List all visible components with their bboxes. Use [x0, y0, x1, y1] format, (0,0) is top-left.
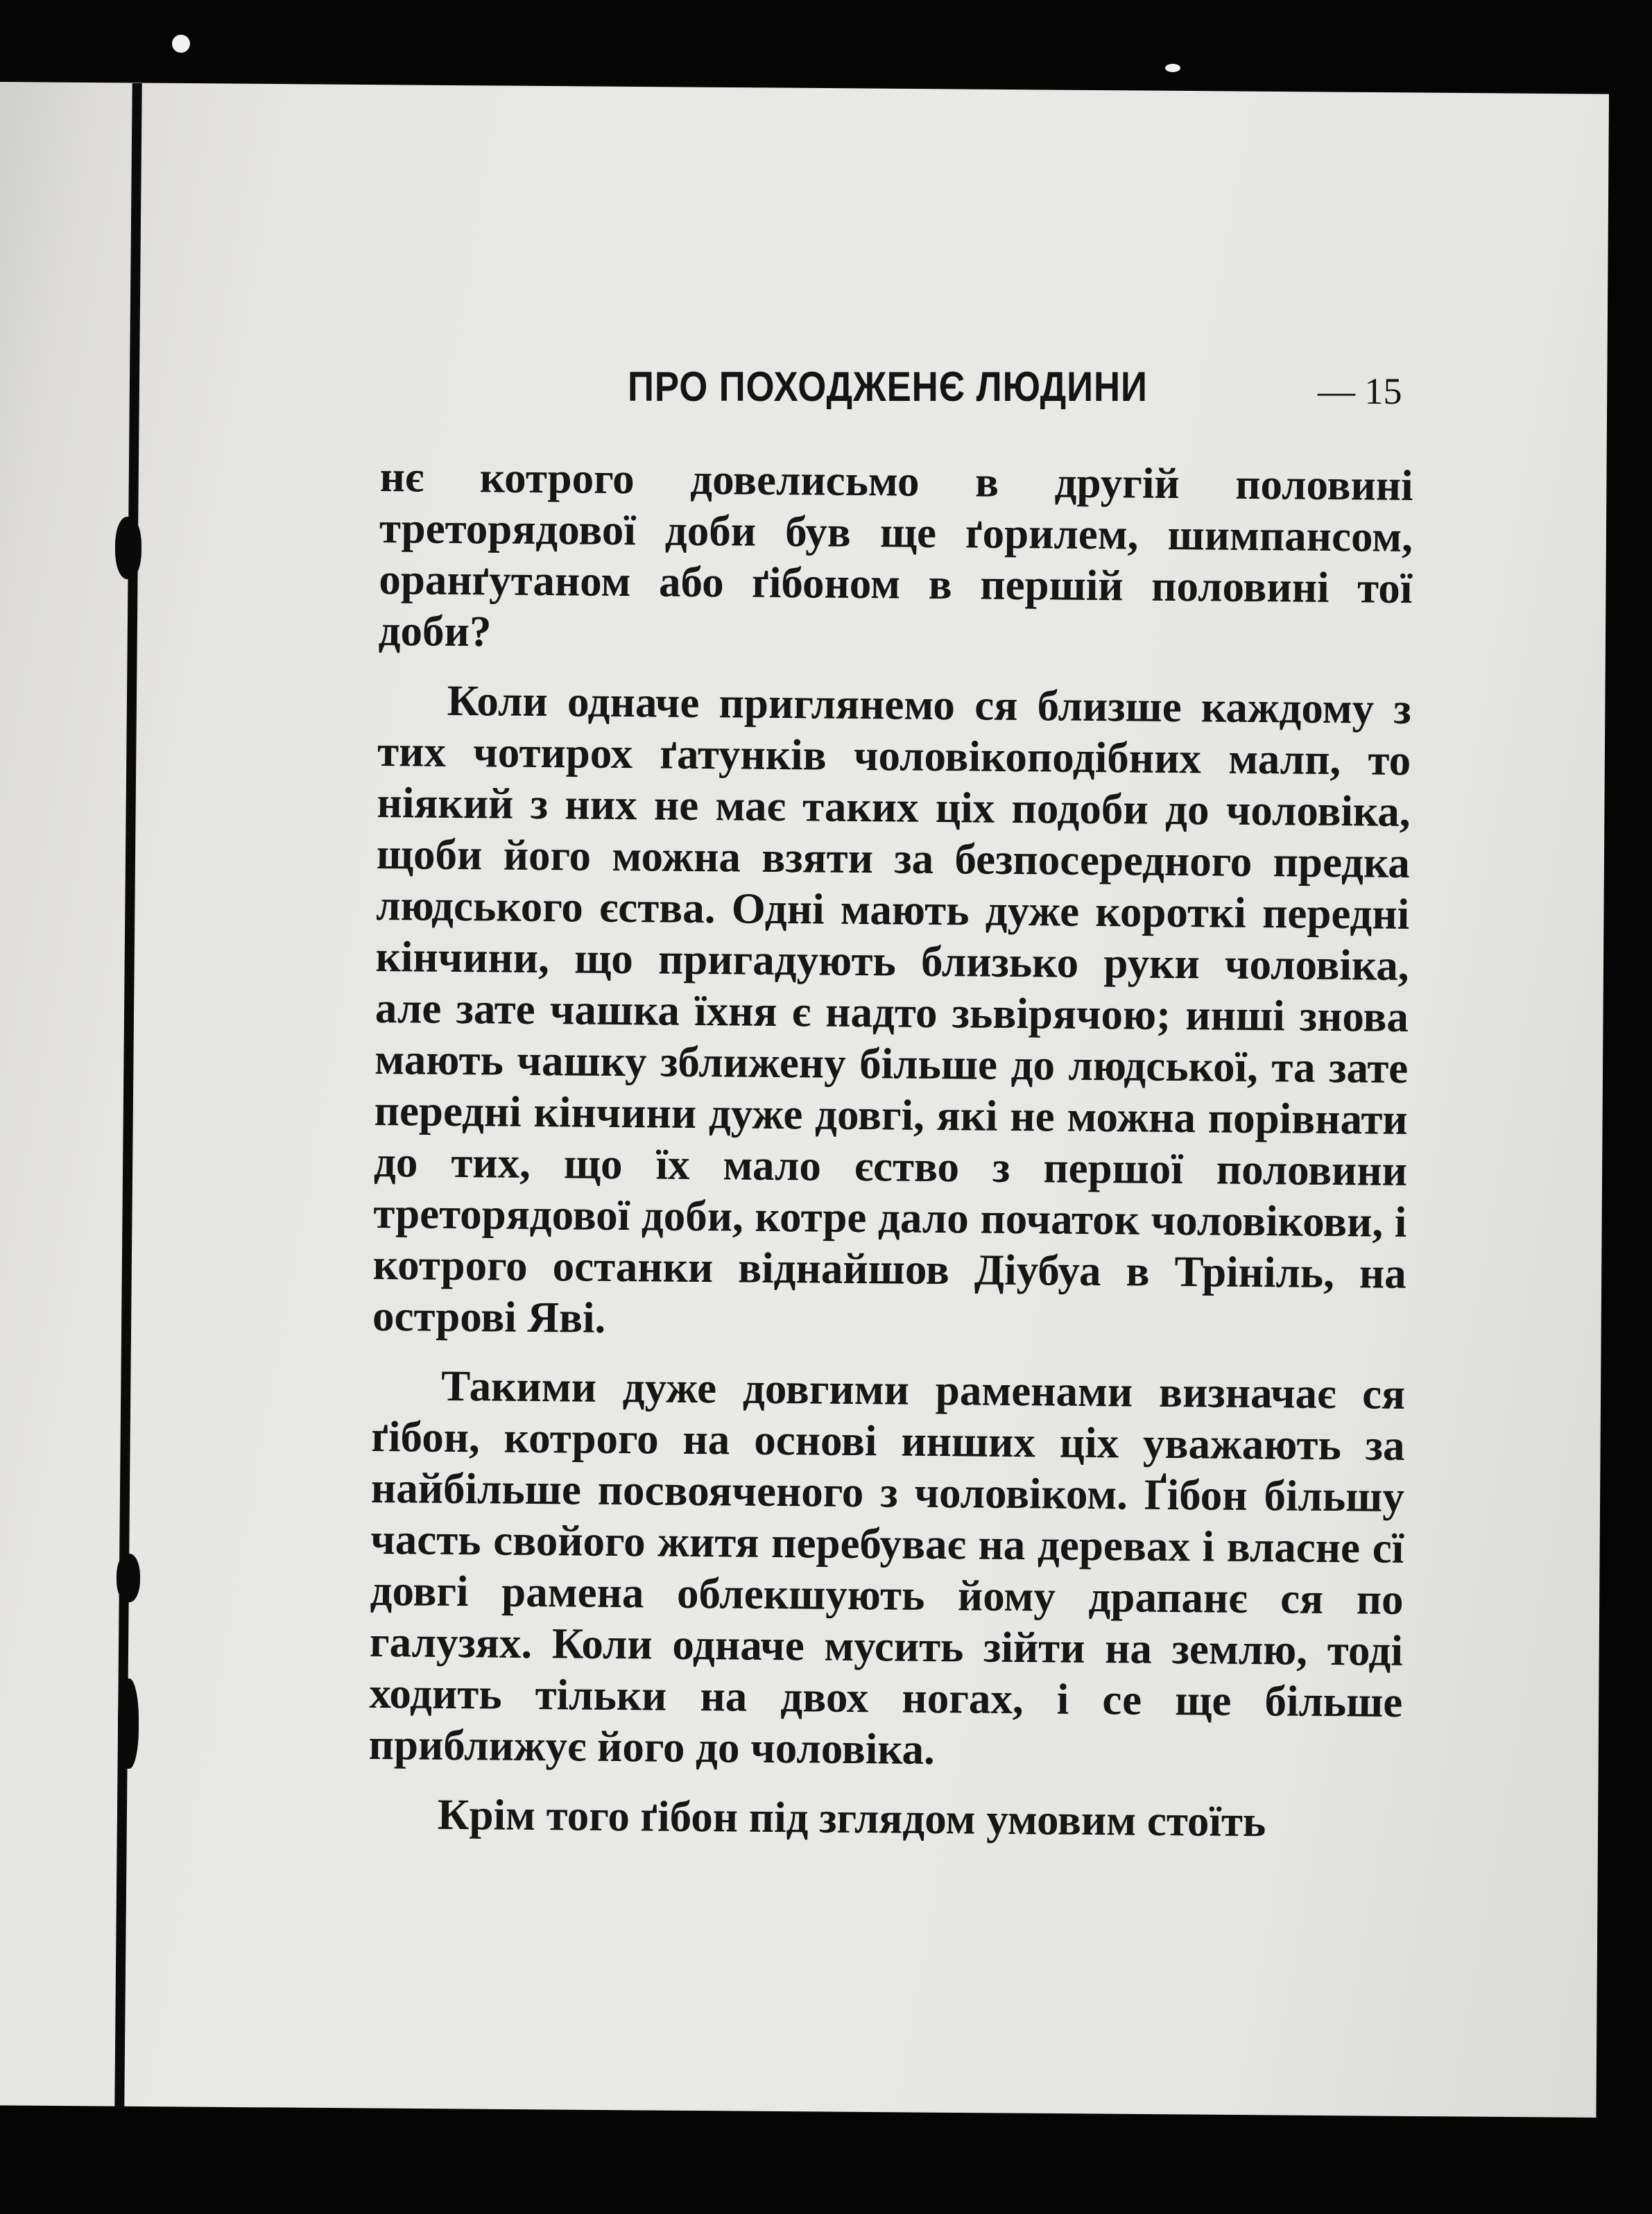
- paragraph: Крім того ґібон під зглядом умовим стоїть: [437, 1790, 1266, 1846]
- film-speck: [1165, 64, 1180, 72]
- paragraph: нє котрого довелисьмо в другій половині третоpядової доби був ще ґорилем, шимпансом, оранґутаном або ґібоном в першій половині тої доби?: [378, 452, 1413, 656]
- body-text: [368, 451, 1413, 1867]
- page-number: — 15: [1318, 370, 1402, 412]
- ink-blot: [117, 1554, 140, 1602]
- ink-blot: [115, 517, 141, 579]
- paragraph: Такими дуже довгими раменами визначає ся ґібон, котрого на основі инших ціх уважають за найбільше посвояченого з чоловіком. Ґібон більшу часть свойого житя перебуває на деревах і власне сї довгі рамена облекшують йому драпанє ся по галузях. Коли одначе мусить зійти на землю, тоді ходить тільки на двох ногах, і се ще більше приближує його до чоловіка.: [368, 1361, 1406, 1774]
- running-title: ПРО ПОХОДЖЕНЄ ЛЮДИНИ: [628, 363, 1148, 410]
- page-header: [388, 350, 1429, 427]
- paragraph: Коли одначе приглянемо ся близше каждому з тих чотирох ґатунків чоловікоподібних малп, то ніякий з них не має таких ціх подоби до чоловіка, щоби його можна взяти за безпосередного предка людського єства. Одні мають дуже короткі передні кінчини, що пригадують близько руки чоловіка, але зате чашка їхня є надто зьвірячою; инші знова мають чашку зближену більше до людської, та зате передні кінчини дуже довгі, які не можна порівнати до тих, що їх мало єство з першої половини треторядової доби, котре дало початок чоловікови, і котрого останки віднайшов Діубуа в Трініль, на острові Яві.: [372, 676, 1412, 1342]
- film-speck: [172, 35, 190, 53]
- ink-blot: [118, 1679, 139, 1769]
